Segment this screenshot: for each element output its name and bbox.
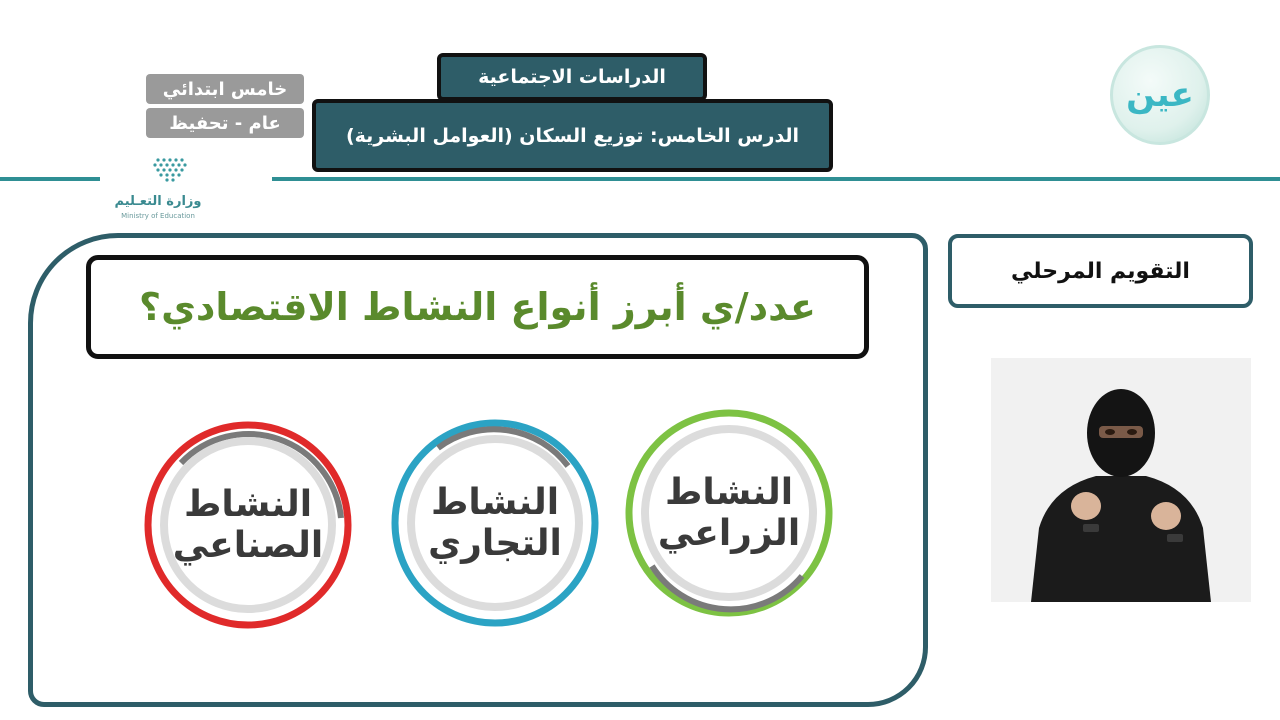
section-title: التقويم المرحلي <box>948 234 1253 308</box>
activity-line1: النشاط <box>430 481 560 523</box>
activity-line2: التجاري <box>428 523 562 564</box>
activity-agricultural <box>622 406 836 620</box>
ain-logo-text: عين <box>1126 75 1194 115</box>
activity-line2: الصناعي <box>172 525 324 566</box>
interpreter-video <box>991 358 1251 602</box>
ministry-name-ar: وزارة التعـليم <box>114 194 202 209</box>
sign-language-interpreter-icon <box>991 358 1251 602</box>
activity-commercial <box>388 416 602 630</box>
question-text: عدد/ي أبرز أنواع النشاط الاقتصادي؟ <box>139 285 816 329</box>
track-tag: عام - تحفيظ <box>146 108 304 138</box>
activity-line1: النشاط <box>664 471 794 513</box>
activity-agricultural-label <box>622 406 836 620</box>
ain-logo <box>1110 45 1210 145</box>
header-rule-right <box>272 177 1280 181</box>
activity-industrial <box>141 418 355 632</box>
header-rule-left <box>0 177 100 181</box>
subject-banner: الدراسات الاجتماعية <box>437 53 707 101</box>
grade-tag: خامس ابتدائي <box>146 74 304 104</box>
question-box <box>86 255 869 359</box>
activity-line2: الزراعي <box>657 513 801 554</box>
lesson-banner: الدرس الخامس: توزيع السكان (العوامل البشرية) <box>312 99 833 172</box>
activity-industrial-label <box>141 418 355 632</box>
activity-commercial-label <box>388 416 602 630</box>
activity-line1: النشاط <box>183 483 313 525</box>
ministry-name-en: Ministry of Education <box>121 212 195 220</box>
